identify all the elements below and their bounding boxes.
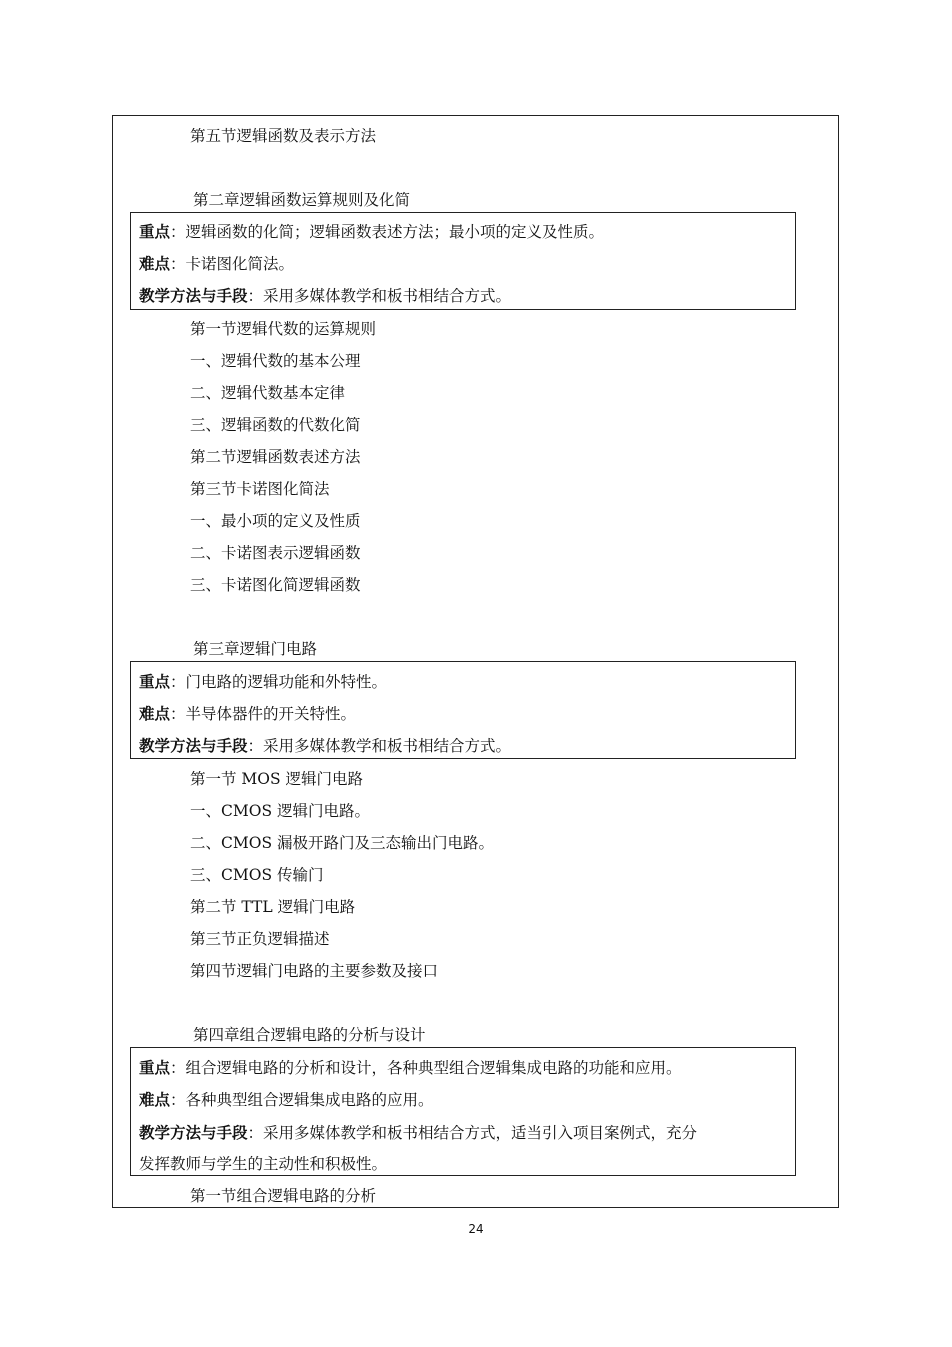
difficult-text: ：卡诺图化简法。: [170, 255, 295, 273]
subsection-item: 二、卡诺图表示逻辑函数: [190, 544, 361, 562]
key-points-box: [130, 1047, 796, 1176]
chapter-heading: 第二章逻辑函数运算规则及化简: [193, 191, 411, 209]
key-text: ：门电路的逻辑功能和外特性。: [170, 673, 388, 691]
difficult-point-line: [139, 1090, 434, 1110]
difficult-label: 难点: [139, 1091, 171, 1109]
method-label: 教学方法与手段: [139, 1124, 248, 1142]
subsection-item: 一、最小项的定义及性质: [190, 512, 361, 530]
method-line: [139, 736, 511, 756]
method-label: 教学方法与手段: [139, 287, 248, 305]
method-text: ：采用多媒体教学和板书相结合方式。: [247, 737, 512, 755]
section-heading: 第二节 TTL 逻辑门电路: [190, 898, 356, 916]
key-label: 重点: [139, 1059, 171, 1077]
difficult-point-line: [139, 704, 356, 724]
key-label: 重点: [139, 223, 171, 241]
subsection-item: 三、卡诺图化简逻辑函数: [190, 576, 361, 594]
key-points-box: [130, 212, 796, 310]
section-heading: 第五节逻辑函数及表示方法: [190, 127, 377, 145]
chapter-heading: 第三章逻辑门电路: [193, 640, 318, 658]
difficult-text: ：半导体器件的开关特性。: [170, 705, 357, 723]
key-points-box: [130, 661, 796, 759]
section-heading: 第三节正负逻辑描述: [190, 930, 330, 948]
subsection-item: 三、CMOS 传输门: [190, 866, 324, 884]
subsection-item: 一、CMOS 逻辑门电路。: [190, 802, 370, 820]
method-line: [139, 286, 511, 306]
method-text: ：采用多媒体教学和板书相结合方式，适当引入项目案例式，充分: [247, 1124, 698, 1142]
key-text: ：组合逻辑电路的分析和设计，各种典型组合逻辑集成电路的功能和应用。: [170, 1059, 682, 1077]
method-line: [139, 1123, 697, 1143]
section-heading: 第三节卡诺图化简法: [190, 480, 330, 498]
subsection-item: 三、逻辑函数的代数化简: [190, 416, 361, 434]
key-label: 重点: [139, 673, 171, 691]
key-text: ：逻辑函数的化简；逻辑函数表述方法；最小项的定义及性质。: [170, 223, 605, 241]
method-continuation: 发挥教师与学生的主动性和积极性。: [139, 1155, 388, 1173]
method-text: ：采用多媒体教学和板书相结合方式。: [247, 287, 512, 305]
chapter-heading: 第四章组合逻辑电路的分析与设计: [193, 1026, 426, 1044]
subsection-item: 一、逻辑代数的基本公理: [190, 352, 361, 370]
section-heading: 第二节逻辑函数表述方法: [190, 448, 361, 466]
subsection-item: 二、CMOS 漏极开路门及三态输出门电路。: [190, 834, 494, 852]
section-heading: 第四节逻辑门电路的主要参数及接口: [190, 962, 439, 980]
key-point-line: [139, 1058, 682, 1078]
difficult-text: ：各种典型组合逻辑集成电路的应用。: [170, 1091, 434, 1109]
difficult-label: 难点: [139, 255, 171, 273]
difficult-label: 难点: [139, 705, 171, 723]
key-point-line: [139, 672, 387, 692]
section-heading: 第一节 MOS 逻辑门电路: [190, 770, 364, 788]
key-point-line: [139, 222, 604, 242]
subsection-item: 二、逻辑代数基本定律: [190, 384, 346, 402]
difficult-point-line: [139, 254, 294, 274]
method-label: 教学方法与手段: [139, 737, 248, 755]
section-heading: 第一节逻辑代数的运算规则: [190, 320, 377, 338]
section-heading: 第一节组合逻辑电路的分析: [190, 1187, 377, 1205]
page-number: 24: [468, 1222, 484, 1236]
